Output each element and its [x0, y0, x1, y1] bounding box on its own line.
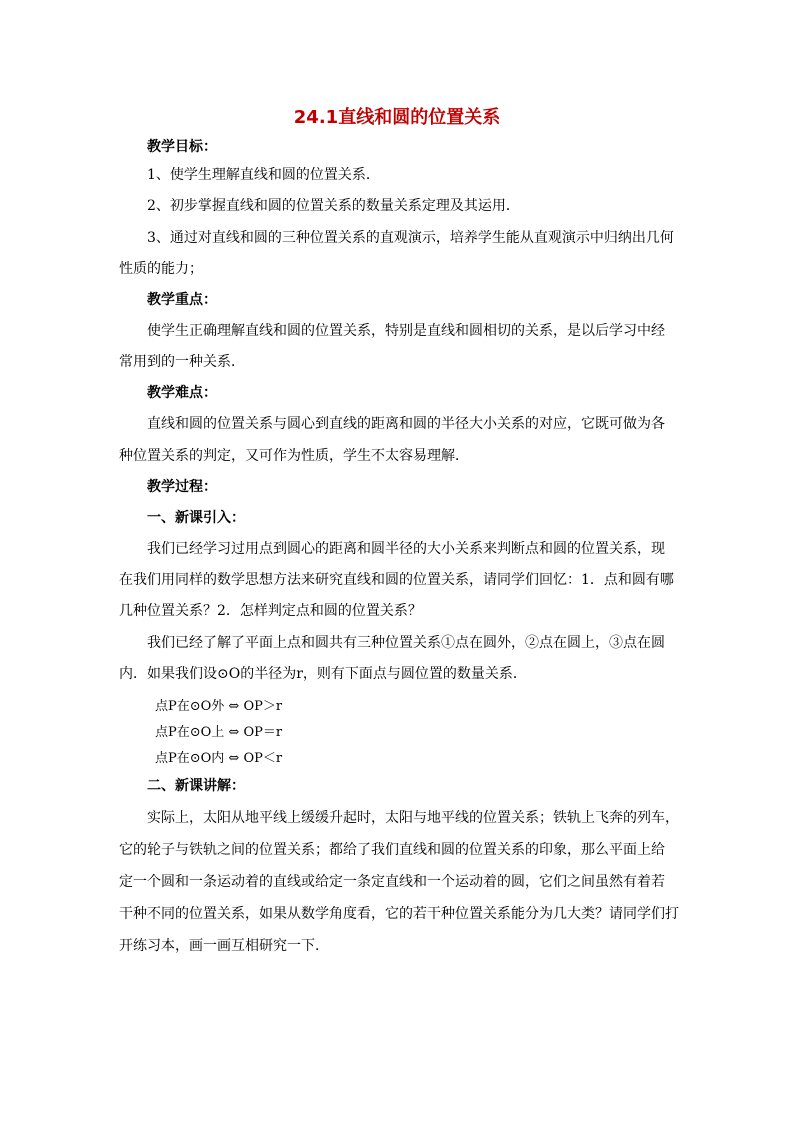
objectives-heading: 教学目标：	[147, 139, 217, 155]
section1-para1-line-2: 在我们用同样的数学思想方法来研究直线和圆的位置关系，请同学们回忆：1．点和圆有哪	[119, 572, 674, 588]
section2-line-4: 干种不同的位置关系，如果从数学角度看，它的若干种位置关系能分为几大类？请同学们打	[119, 906, 679, 922]
section1-para1-line-1: 我们已经学习过用点到圆心的距离和圆半径的大小关系来判断点和圆的位置关系，现	[147, 541, 665, 557]
section2-heading: 二、新课讲解：	[147, 778, 245, 794]
relation-inside: 点P在⊙O内 ⇔ OP＜r	[155, 751, 283, 766]
section1-para2-line-2: 内．如果我们设⊙O的半径为r，则有下面点与圆位置的数量关系．	[119, 666, 527, 682]
section2-line-2: 它的轮子与铁轨之间的位置关系；都给了我们直线和圆的位置关系的印象，那么平面上给	[119, 842, 665, 858]
key-point-line-2: 常用到的一种关系．	[119, 354, 245, 370]
key-point-line-1: 使学生正确理解直线和圆的位置关系，特别是直线和圆相切的关系，是以后学习中经	[147, 323, 665, 339]
process-heading: 教学过程：	[147, 479, 217, 495]
objective-item-2: 2、初步掌握直线和圆的位置关系的数量关系定理及其运用．	[147, 198, 520, 214]
section1-heading: 一、新课引入：	[147, 510, 245, 526]
difficulty-line-2: 种位置关系的判定，又可作为性质，学生不太容易理解．	[119, 448, 469, 464]
key-point-heading: 教学重点：	[147, 292, 217, 308]
relation-outside: 点P在⊙O外 ⇔ OP＞r	[155, 699, 283, 714]
objective-item-3: 3、通过对直线和圆的三种位置关系的直观演示，培养学生能从直观演示中归纳出几何	[147, 230, 674, 246]
section2-line-3: 定一个圆和一条运动着的直线或给定一条定直线和一个运动着的圆，它们之间虽然有着若	[119, 874, 665, 890]
section1-para2-line-1: 我们已经了解了平面上点和圆共有三种位置关系①点在圆外，②点在圆上，③点在圆	[147, 635, 665, 651]
objective-item-3-cont: 性质的能力；	[119, 261, 203, 277]
objective-item-1: 1、使学生理解直线和圆的位置关系．	[147, 167, 380, 183]
relation-on: 点P在⊙O上 ⇔ OP＝r	[155, 725, 283, 740]
difficulty-heading: 教学难点：	[147, 385, 217, 401]
section2-line-5: 开练习本，画一画互相研究一下．	[119, 938, 329, 954]
section1-para1-line-3: 几种位置关系？2．怎样判定点和圆的位置关系？	[119, 603, 422, 619]
page-title: 24.1直线和圆的位置关系	[293, 107, 501, 128]
section2-line-1: 实际上，太阳从地平线上缓缓升起时，太阳与地平线的位置关系；铁轨上飞奔的列车，	[147, 810, 679, 826]
difficulty-line-1: 直线和圆的位置关系与圆心到直线的距离和圆的半径大小关系的对应，它既可做为各	[147, 416, 665, 432]
